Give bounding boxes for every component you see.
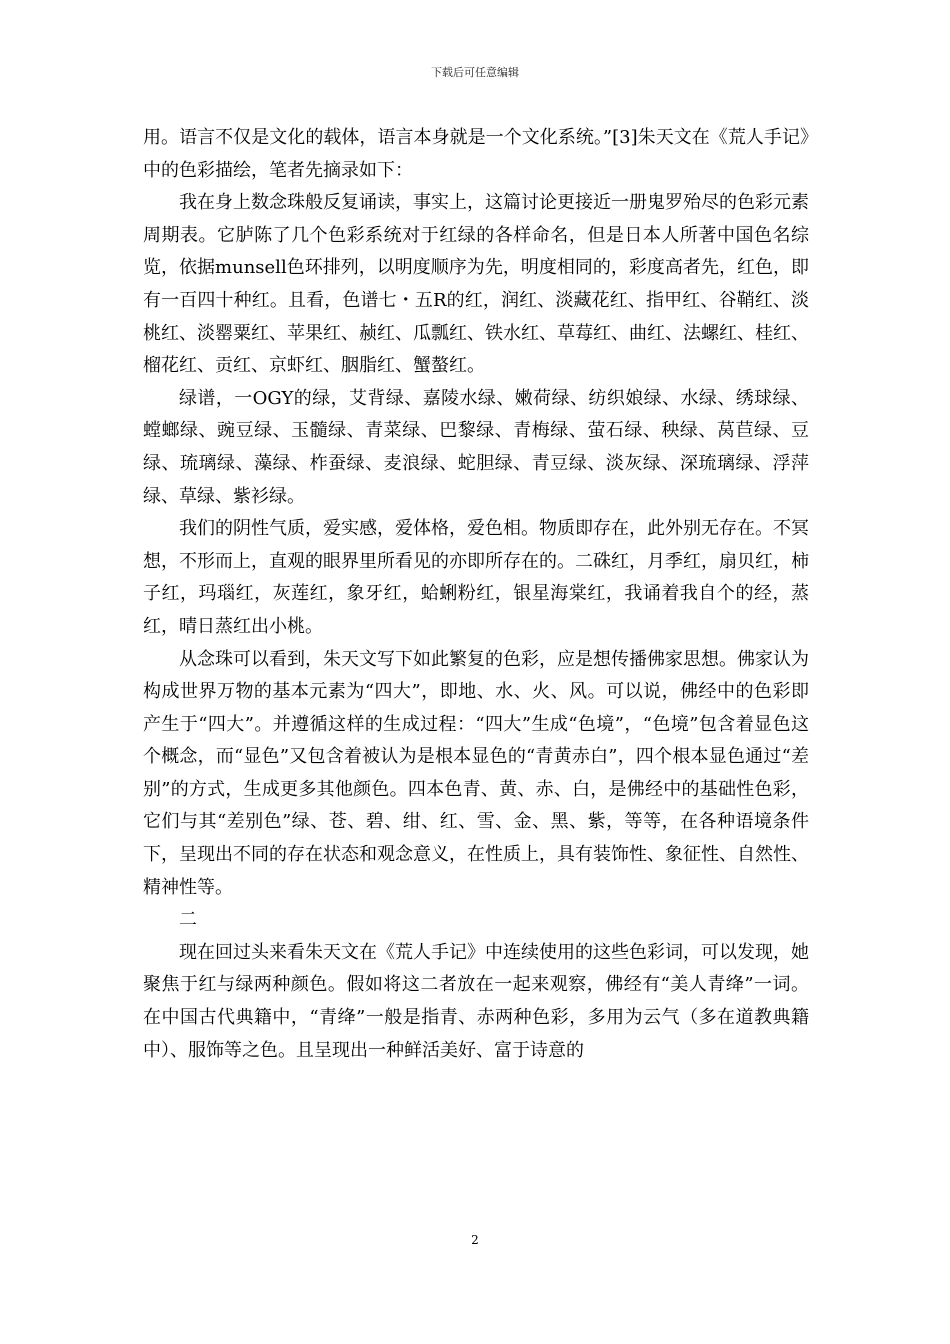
paragraph-quote-red: 我在身上数念珠般反复诵读，事实上，这篇讨论更接近一册鬼罗殆尽的色彩元素周期表。它胪陈了几个色彩系统对于红绿的各样命名，但是日本人所著中国色名综览，依据munsell色环排列，以明度顺序为先，明度相同的，彩度高者先，红色，即有一百四十种红。且看，色谱七・五R的红，润红、淡藏花红、指甲红、谷鞘红、淡桃红、淡罂粟红、苹果红、赪红、瓜瓢红、铁水红、草莓红、曲红、法螺红、桂红、榴花红、贡红、京虾红、胭脂红、蟹螯红。 [143,192,809,377]
paragraph-quote-green: 绿谱，一OGY的绿，艾背绿、嘉陵水绿、嫩荷绿、纺织娘绿、水绿、绣球绿、螳螂绿、豌豆绿、玉髓绿、青菜绿、巴黎绿、青梅绿、萤石绿、秧绿、莴苣绿、豆绿、琉璃绿、藻绿、柞蚕绿、麦浪绿、蛇胆绿、青豆绿、淡灰绿、深琉璃绿、浮萍绿、草绿、紫衫绿。 [143,387,809,507]
page-header: 下载后可任意编辑 [431,66,519,79]
section-heading: 二 [179,909,197,931]
paragraph-quote-essence: 我们的阴性气质，爱实感，爱体格，爱色相。物质即存在，此外别无存在。不冥想，不形而上，直观的眼界里所看见的亦即所存在的。二硃红，月季红，扇贝红，柿子红，玛瑙红，灰莲红，象牙红，蛤蜊粉红，银星海棠红，我诵着我自个的经，蒸红，晴日蒸红出小桃。 [143,518,809,637]
paragraph-continuation: 用。语言不仅是文化的载体，语言本身就是一个文化系统。”[3]朱天文在《荒人手记》中的色彩描绘，笔者先摘录如下： [143,127,809,181]
page-number: 2 [471,1233,479,1247]
paragraph-buddhist-colors: 从念珠可以看到，朱天文写下如此繁复的色彩，应是想传播佛家思想。佛家认为构成世界万物的基本元素为“四大”，即地、水、火、风。可以说，佛经中的色彩即产生于“四大”。并遵循这样的生成过程：“四大”生成“色境”，“色境”包含着显色这个概念，而“显色”又包含着被认为是根本显色的“青黄赤白”，四个根本显色通过“差别”的方式，生成更多其他颜色。四本色青、黄、赤、白，是佛经中的基础性色彩，它们与其“差别色”绿、苍、碧、绀、红、雪、金、黑、紫，等等，在各种语境条件下，呈现出不同的存在状态和观念意义，在性质上，具有装饰性、象征性、自然性、精神性等。 [143,648,809,898]
document-body [143,122,809,1067]
paragraph-red-green: 现在回过头来看朱天文在《荒人手记》中连续使用的这些色彩词，可以发现，她聚焦于红与绿两种颜色。假如将这二者放在一起来观察，佛经有“美人青绛”一词。在中国古代典籍中，“青绛”一般是指青、赤两种色彩，多用为云气（多在道教典籍中）、服饰等之色。且呈现出一种鲜活美好、富于诗意的 [143,941,809,1061]
